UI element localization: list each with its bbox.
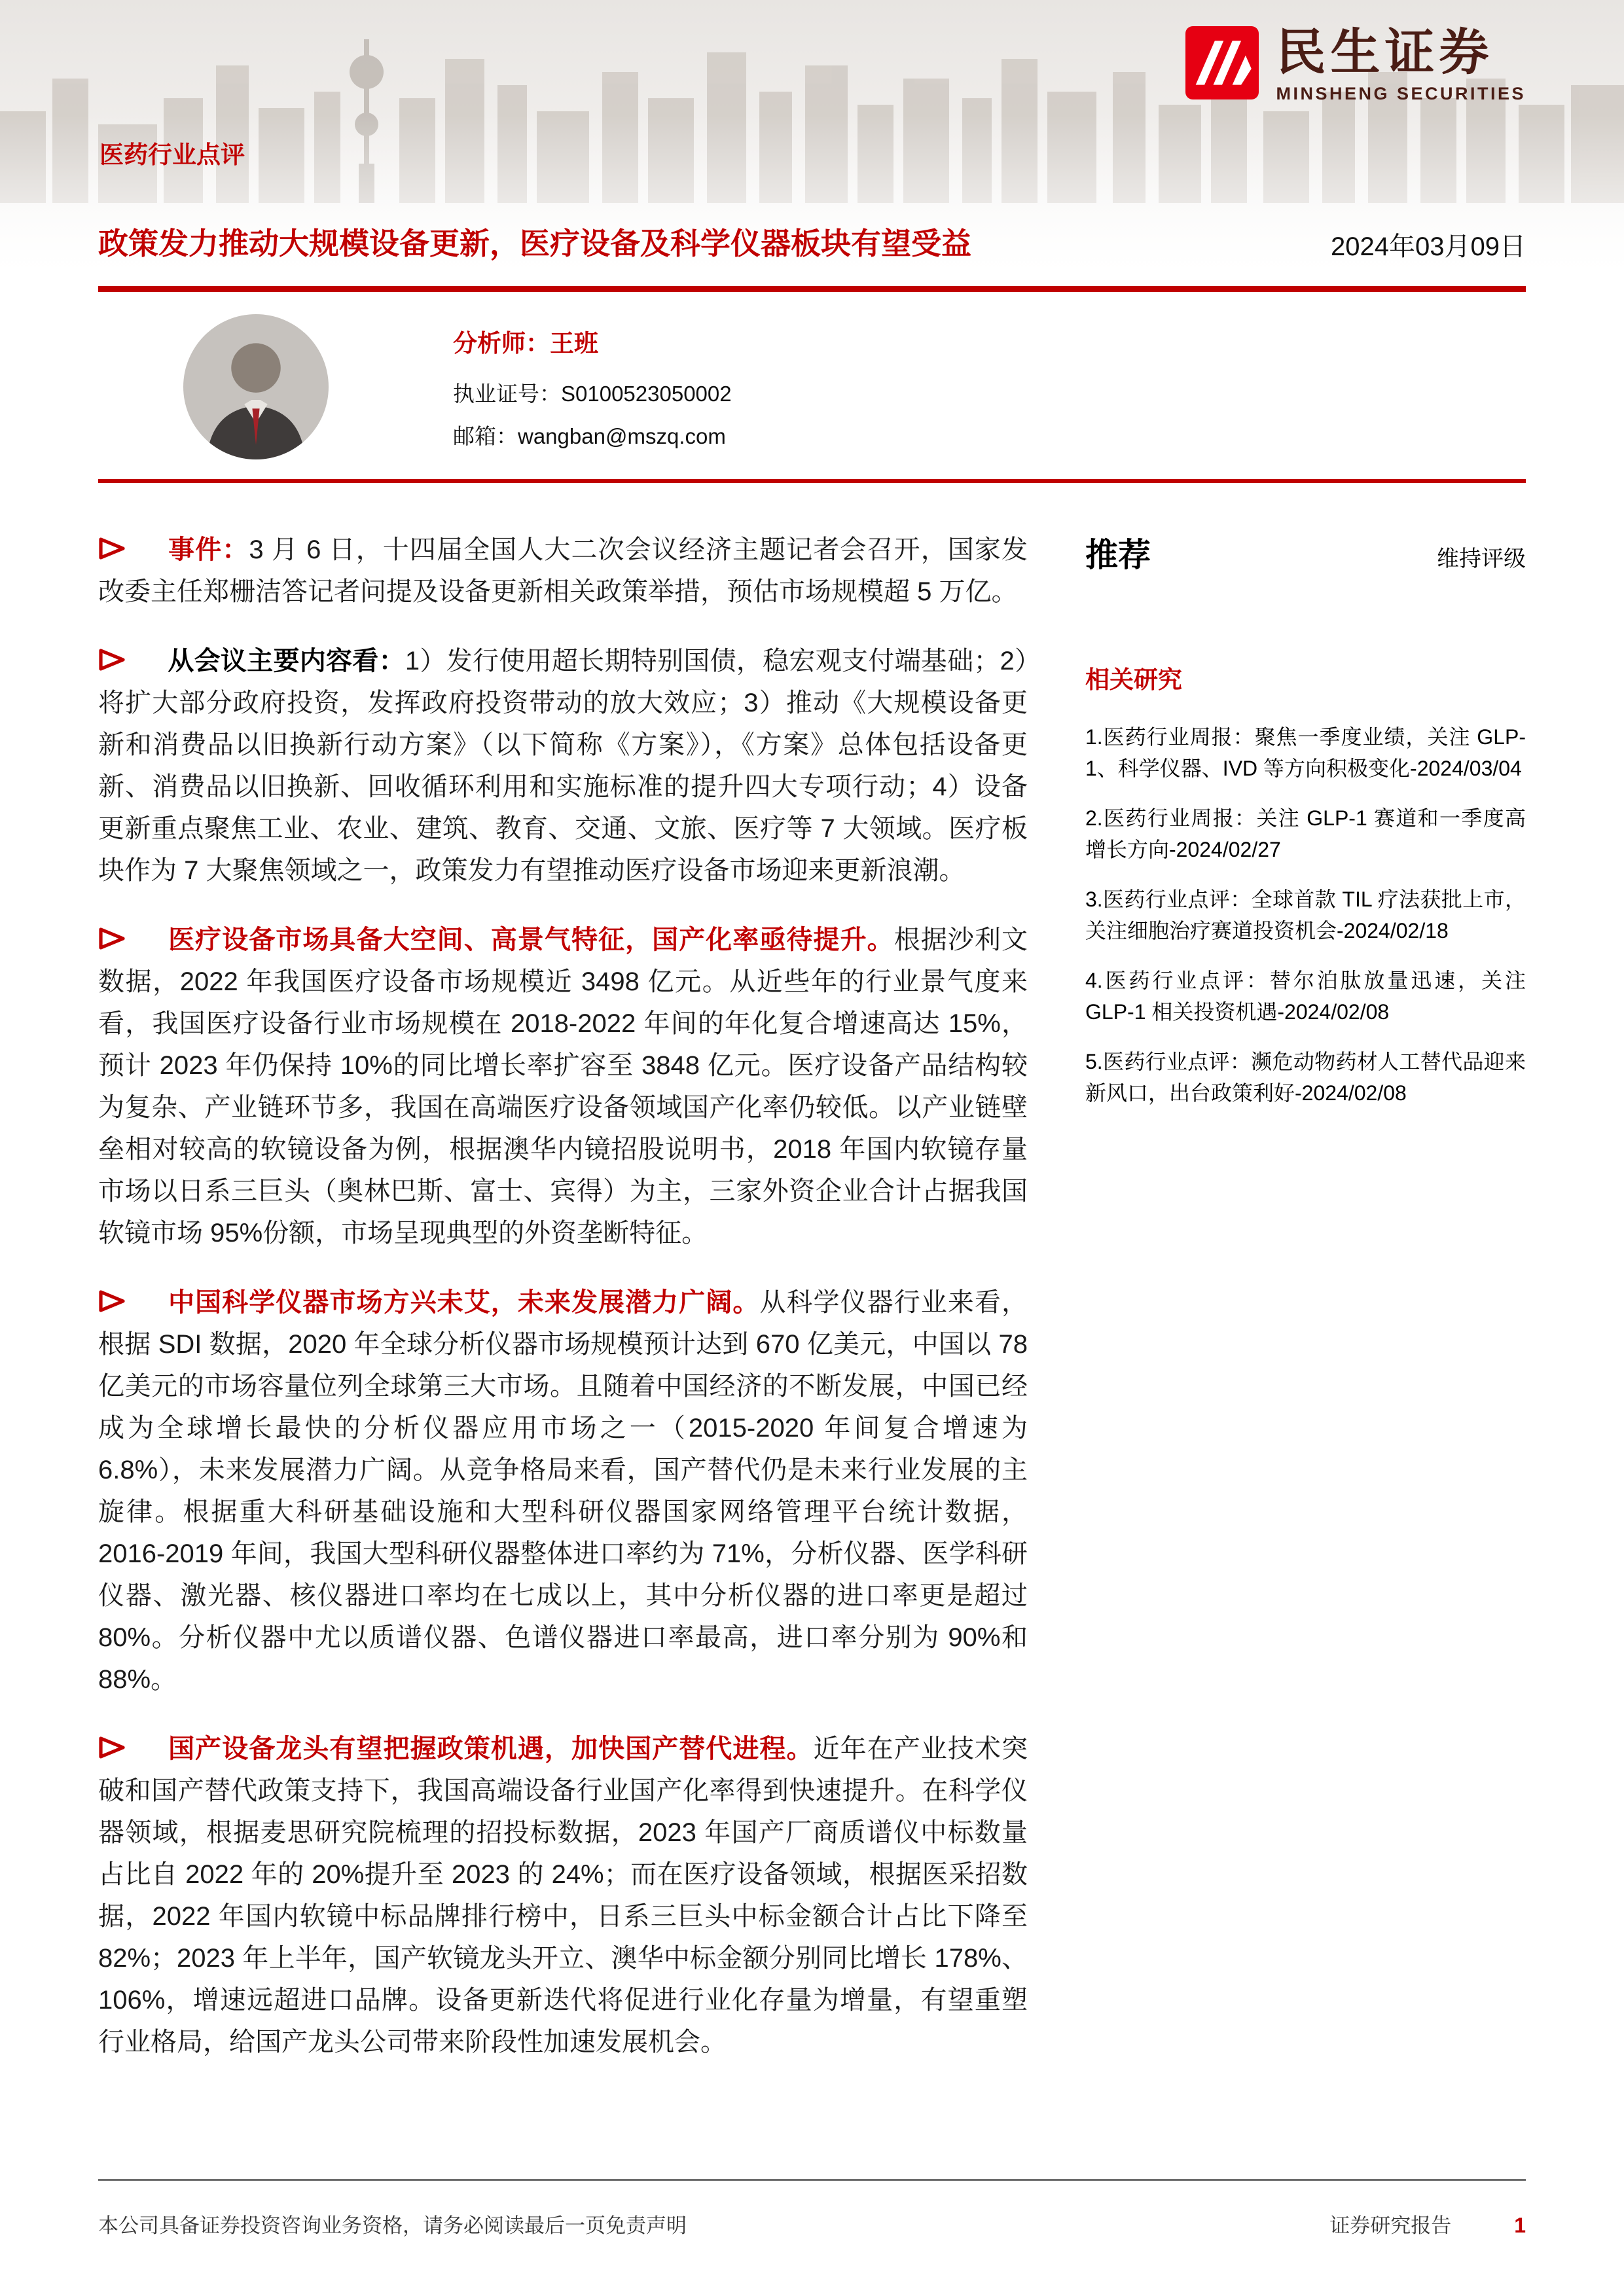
rating-value: 推荐 [1085, 537, 1151, 573]
footer-doc-type: 证券研究报告 [1329, 2214, 1452, 2237]
report-date: 2024年03月09日 [1331, 232, 1526, 261]
analyst-email: 邮箱：wangban@mszq.com [453, 424, 726, 448]
paragraph-text: 近年在产业技术突破和国产替代政策支持下，我国高端设备行业国产化率得到快速提升。在科学仪器领域，根据麦思研究院梳理的招投标数据，2023 年国产厂商质谱仪中标数量占比自 2022 年的 20%提升至 2023 的 24%；而在医疗设备领域，根据医采招数据，2022 年国内软镜中标品牌排行榜中，日系三巨头中标金额合计占比下降至 82%；2023 年上半年，国产软镜龙头开立、澳华中标金额分别同比增长 178%、106%，增速远超进口品牌。设备更新迭代将促进行业化存量为增量，有望重塑行业格局，给国产龙头公司带来阶段性加速发展机会。 [98, 1734, 1028, 2056]
paragraph-text: 1）发行使用超长期特别国债，稳宏观支付端基础；2）将扩大部分政府投资，发挥政府投资带动的放大效应；3）推动《大规模设备更新和消费品以旧换新行动方案》（以下简称《方案》），《方案》总体包括设备更新、消费品以旧换新、回收循环利用和实施标准的提升四大专项行动；4）设备更新重点聚焦工业、农业、建筑、教育、交通、文旅、医疗等 7 大领域。医疗板块作为 7 大聚焦领域之一，政策发力有望推动医疗设备市场迎来更新浪潮。 [98, 647, 1028, 885]
page-number: 1 [1514, 2214, 1526, 2237]
body-paragraph [98, 640, 1028, 891]
related-item: 4.医药行业点评：替尔泊肽放量迅速，关注 GLP-1 相关投资机遇-2024/02/08 [1085, 969, 1526, 1024]
footer [98, 2209, 1526, 2238]
related-item: 2.医药行业周报：关注 GLP-1 赛道和一季度高增长方向-2024/02/27 [1085, 806, 1526, 861]
analyst-info [453, 323, 732, 450]
body-column [98, 529, 1028, 2090]
paragraph-lead: 中国科学仪器市场方兴未艾，未来发展潜力广阔。 [168, 1288, 760, 1317]
company-logo [1185, 26, 1526, 104]
title-row [98, 220, 1526, 263]
report-header [0, 0, 1624, 286]
main-content [0, 483, 1624, 2090]
sidebar [1085, 529, 1526, 2090]
footer-right [1329, 2209, 1526, 2238]
paragraph-text: 根据沙利文数据，2022 年我国医疗设备市场规模近 3498 亿元。从近些年的行业景气度来看，我国医疗设备行业市场规模在 2018-2022 年间的年化复合增速高达 15%，预计 2023 年仍保持 10%的同比增长率扩容至 3848 亿元。医疗设备产品结构较为复杂、产业链环节多，我国在高端医疗设备领域国产化率仍较低。以产业链壁垒相对较高的软镜设备为例，根据澳华内镜招股说明书，2018 年国内软镜存量市场以日系三巨头（奥林巴斯、富士、宾得）为主，三家外资企业合计占据我国软镜市场 95%份额，市场呈现典型的外资垄断特征。 [98, 925, 1028, 1247]
report-title: 政策发力推动大规模设备更新，医疗设备及科学仪器板块有望受益 [98, 226, 971, 260]
analyst-cert: 执业证号：S0100523050002 [453, 382, 732, 406]
paragraph-lead: 国产设备龙头有望把握政策机遇，加快国产替代进程。 [168, 1734, 814, 1763]
related-item: 5.医药行业点评：濒危动物药材人工替代品迎来新风口，出台政策利好-2024/02/08 [1085, 1050, 1526, 1105]
arrow-bullet-icon [98, 640, 168, 682]
related-research-heading: 相关研究 [1085, 666, 1182, 693]
minsheng-logo-icon [1185, 26, 1259, 99]
arrow-bullet-icon [98, 919, 168, 961]
footer-disclaimer: 本公司具备证券投资咨询业务资格，请务必阅读最后一页免责声明 [98, 2214, 687, 2237]
related-item: 1.医药行业周报：聚焦一季度业绩，关注 GLP-1、科学仪器、IVD 等方向积极变化-2024/03/04 [1085, 725, 1526, 780]
header-divider [98, 286, 1526, 292]
arrow-bullet-icon [98, 1728, 168, 1770]
body-paragraph [98, 1282, 1028, 1700]
analyst-section [98, 292, 1526, 479]
paragraph-lead: 从会议主要内容看： [168, 647, 405, 675]
footer-divider [98, 2179, 1526, 2181]
analyst-photo [183, 314, 329, 459]
paragraph-lead: 事件： [168, 535, 249, 564]
paragraph-text: 从科学仪器行业来看，根据 SDI 数据，2020 年全球分析仪器市场规模预计达到 670 亿美元，中国以 78 亿美元的市场容量位列全球第三大市场。且随着中国经济的不断发展，中国已经成为全球增长最快的分析仪器应用市场之一（2015-2020 年间复合增速为 6.8%），未来发展潜力广阔。从竞争格局来看，国产替代仍是未来行业发展的主旋律。根据重大科研基础设施和大型科研仪器国家网络管理平台统计数据，2016-2019 年间，我国大型科研仪器整体进口率约为 71%，分析仪器、医学科研仪器、激光器、核仪器进口率均在七成以上，其中分析仪器的进口率更是超过 80%。分析仪器中尤以质谱仪器、色谱仪器进口率最高，进口率分别为 90%和 88%。 [98, 1288, 1028, 1694]
company-logo-text [1276, 26, 1526, 104]
rating-status: 维持评级 [1437, 547, 1526, 571]
report-category: 医药行业点评 [99, 141, 245, 168]
body-paragraph [98, 1728, 1028, 2063]
analyst-name: 分析师：王班 [453, 330, 598, 357]
body-paragraph [98, 529, 1028, 613]
rating-row [1085, 529, 1526, 576]
body-paragraph [98, 919, 1028, 1254]
related-item: 3.医药行业点评：全球首款 TIL 疗法获批上市，关注细胞治疗赛道投资机会-2024/02/18 [1085, 888, 1526, 942]
paragraph-lead: 医疗设备市场具备大空间、高景气特征，国产化率亟待提升。 [168, 925, 894, 954]
arrow-bullet-icon [98, 1282, 168, 1323]
company-name-en: MINSHENG SECURITIES [1276, 84, 1526, 104]
paragraph-text: 3 月 6 日，十四届全国人大二次会议经济主题记者会召开，国家发改委主任郑栅洁答记者问提及设备更新相关政策举措，预估市场规模超 5 万亿。 [98, 535, 1028, 606]
company-name-cn: 民生证券 [1276, 25, 1494, 81]
arrow-bullet-icon [98, 529, 168, 571]
